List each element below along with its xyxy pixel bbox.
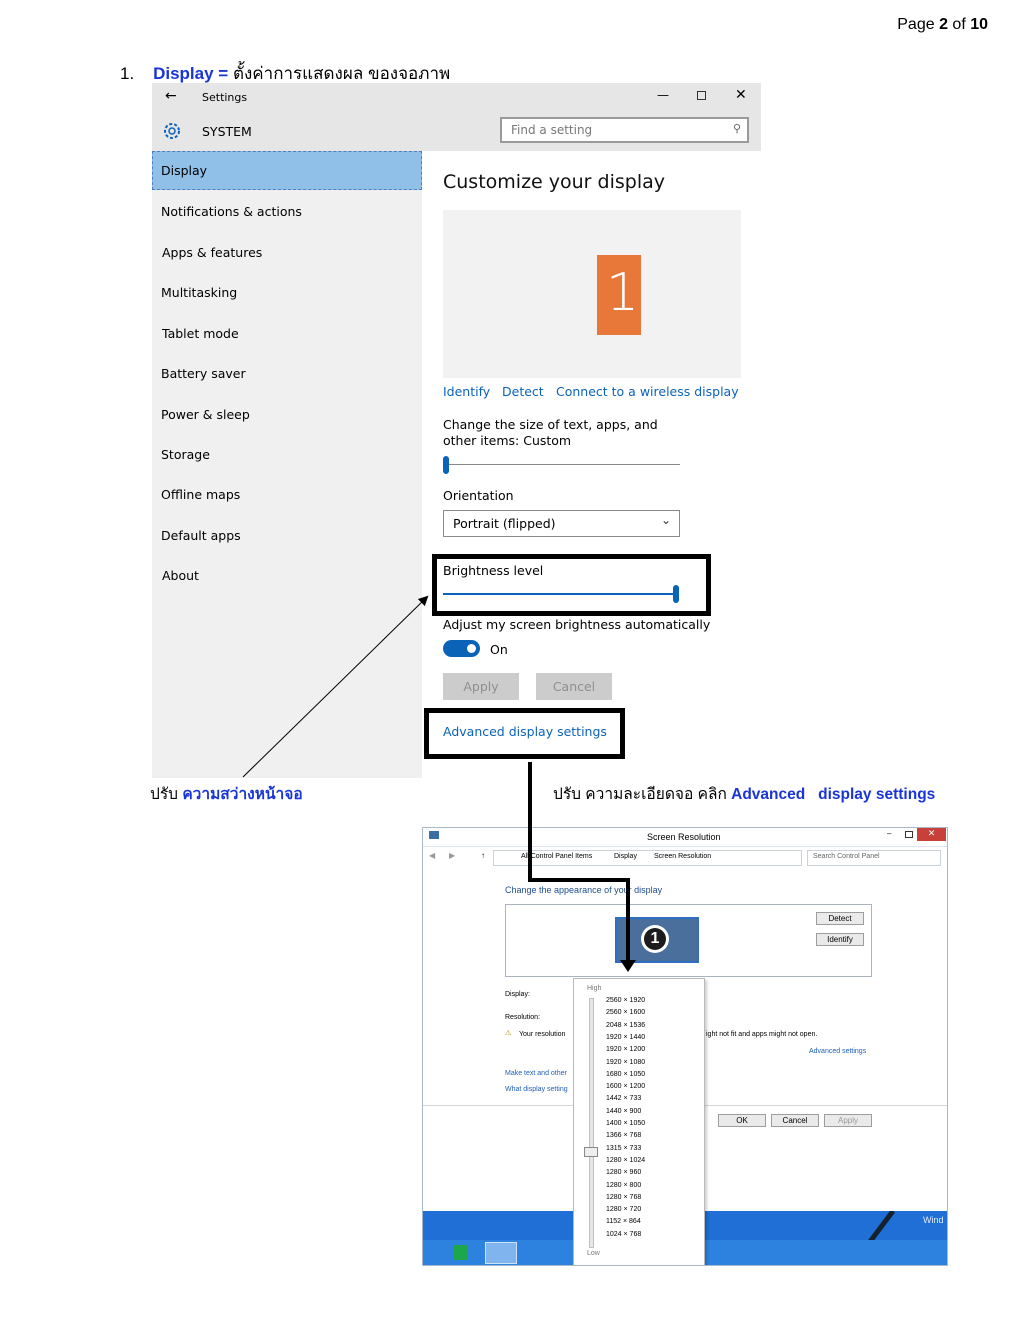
apply-button[interactable]: Apply (443, 673, 519, 700)
window-title: Settings (202, 91, 248, 104)
resolution-option[interactable]: 1920 × 1080 (606, 1058, 646, 1066)
sidebar-item-notifications[interactable]: Notifications & actions (161, 204, 302, 219)
resolution-connector (530, 762, 628, 962)
section-heading: 1. Display = ตั้งค่าการแสดงผล ของจอภาพ (120, 64, 451, 83)
w8-display-label: Display: (505, 991, 530, 998)
w8-cancel-button[interactable]: Cancel (771, 1114, 819, 1127)
search-input[interactable]: Find a setting ⚲ (500, 117, 749, 143)
w8-text-size-link[interactable]: Make text and other (505, 1070, 567, 1077)
resolution-option[interactable]: 1280 × 720 (606, 1206, 642, 1214)
back-arrow-icon[interactable]: ← (165, 88, 177, 104)
w8-window-title: Screen Resolution (647, 832, 721, 842)
resolution-option[interactable]: 1280 × 1024 (606, 1156, 646, 1164)
orientation-label: Orientation (443, 488, 514, 503)
windows-watermark: Wind (923, 1215, 944, 1225)
scale-label: Change the size of text, apps, and other items: Custom (443, 417, 658, 448)
advanced-display-link[interactable]: Advanced display settings (443, 724, 607, 739)
w8-ok-button[interactable]: OK (718, 1114, 766, 1127)
resolution-caption: ปรับ ความละเอียดจอ คลิก Advanced display settings (553, 786, 936, 803)
sidebar-item-battery[interactable]: Battery saver (161, 366, 246, 381)
sidebar-item-multitasking[interactable]: Multitasking (161, 285, 238, 300)
w8-address-bar[interactable]: All Control Panel Items Display Screen Resolution (493, 850, 802, 866)
brightness-label: Brightness level (443, 563, 544, 578)
w8-apply-button[interactable]: Apply (824, 1114, 872, 1127)
warning-icon: ⚠ (505, 1030, 512, 1037)
resolution-option[interactable]: 1440 × 900 (606, 1107, 642, 1115)
resolution-option[interactable]: 1920 × 1440 (606, 1033, 646, 1041)
toggle-state: On (490, 642, 508, 657)
w8-close-button[interactable]: ✕ (917, 828, 946, 841)
w8-display-settings-link[interactable]: What display setting (505, 1086, 568, 1093)
chevron-down-icon: ⌄ (660, 513, 671, 527)
w8-advanced-settings-link[interactable]: Advanced settings (809, 1048, 867, 1055)
monitor-1[interactable]: 1 (597, 255, 641, 335)
w8-identify-button[interactable]: Identify (816, 933, 864, 946)
resolution-option[interactable]: 1442 × 733 (606, 1095, 642, 1103)
detect-link[interactable]: Detect (502, 384, 544, 399)
sidebar-item-tablet[interactable]: Tablet mode (162, 326, 239, 341)
sidebar-item-default-apps[interactable]: Default apps (161, 528, 241, 543)
brightness-caption: ปรับ ความสว่างหน้าจอ (150, 786, 303, 803)
resolution-option[interactable]: 1400 × 1050 (606, 1120, 646, 1127)
w8-forward-icon[interactable]: ▶ (449, 851, 456, 860)
sidebar-item-about[interactable]: About (162, 568, 199, 583)
resolution-option[interactable]: 1024 × 768 (606, 1230, 642, 1238)
w8-resolution-label: Resolution: (505, 1014, 541, 1021)
section-title: SYSTEM (202, 124, 252, 139)
close-icon[interactable]: ✕ (735, 87, 747, 103)
orientation-dropdown[interactable]: Portrait (flipped) ⌄ (443, 510, 680, 537)
minimize-icon[interactable]: — (657, 88, 669, 102)
w8-warning-right: ight not fit and apps might not open. (706, 1031, 818, 1038)
page-number: Page 2 of 10 (897, 16, 988, 33)
w8-up-icon[interactable]: ↑ (481, 851, 485, 860)
w8-heading: Change the appearance of your display (505, 885, 663, 895)
cancel-button[interactable]: Cancel (536, 673, 612, 700)
resolution-option[interactable]: 1280 × 768 (606, 1193, 642, 1201)
resolution-option[interactable]: 1280 × 960 (606, 1169, 642, 1177)
search-icon: ⚲ (732, 122, 741, 135)
identify-link[interactable]: Identify (443, 384, 491, 399)
w8-back-icon[interactable]: ◀ (429, 851, 436, 860)
w8-minimize-icon[interactable]: – (887, 829, 892, 838)
w8-warning-left: Your resolution (519, 1031, 566, 1038)
resolution-option[interactable]: 1280 × 800 (606, 1181, 642, 1189)
resolution-option[interactable]: 1680 × 1050 (606, 1070, 646, 1078)
slider-low-label: Low (587, 1250, 600, 1257)
resolution-option[interactable]: 2560 × 1600 (606, 1009, 646, 1017)
sidebar-item-offline-maps[interactable]: Offline maps (161, 487, 241, 502)
w8-search-input[interactable]: Search Control Panel (807, 850, 941, 866)
resolution-arrow-head (620, 960, 636, 972)
sidebar-item-apps[interactable]: Apps & features (162, 245, 263, 260)
resolution-option[interactable]: 1152 × 864 (606, 1218, 641, 1226)
sidebar-item-storage[interactable]: Storage (161, 447, 210, 462)
w8-detect-button[interactable]: Detect (816, 912, 864, 925)
resolution-option[interactable]: 1366 × 768 (606, 1132, 642, 1140)
brightness-arrow (243, 597, 427, 777)
auto-brightness-label: Adjust my screen brightness automatically (443, 617, 711, 632)
sidebar-item-power[interactable]: Power & sleep (161, 407, 250, 422)
w8-monitor-1[interactable]: 1 (615, 917, 699, 963)
sidebar-item-display[interactable]: Display (161, 163, 208, 178)
resolution-option[interactable]: 1600 × 1200 (606, 1083, 646, 1091)
resolution-option[interactable]: 1315 × 733 (606, 1144, 642, 1152)
resolution-option[interactable]: 2560 × 1920 (606, 997, 646, 1004)
slider-high-label: High (587, 985, 602, 992)
wireless-display-link[interactable]: Connect to a wireless display (556, 384, 739, 399)
resolution-option[interactable]: 1920 × 1200 (606, 1046, 646, 1054)
panel-title: Customize your display (443, 171, 665, 193)
resolution-option[interactable]: 2048 × 1536 (606, 1021, 646, 1029)
